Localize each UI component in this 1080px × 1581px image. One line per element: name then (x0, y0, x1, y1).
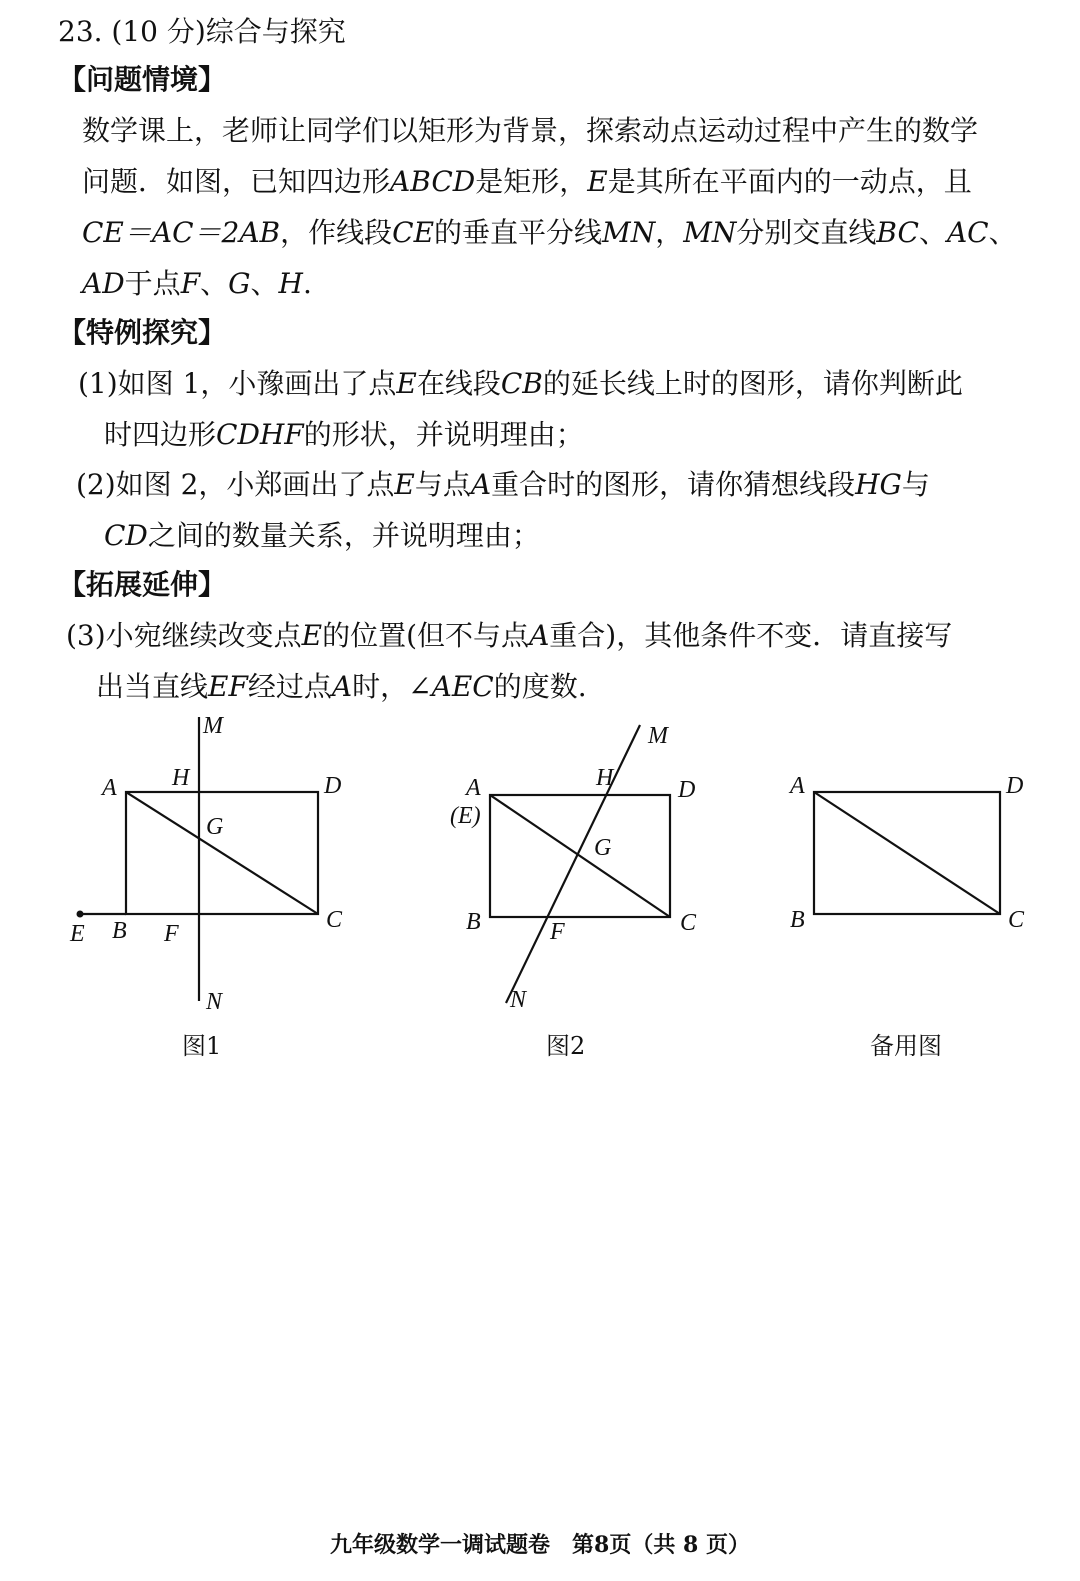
math-cb: CB (500, 367, 543, 400)
label-b: B (466, 909, 481, 935)
q3-text: 时， (352, 670, 409, 703)
figure-2-diagram (440, 705, 710, 1015)
math-ce: CE (392, 216, 435, 249)
math-cdhf: CDHF (216, 418, 304, 451)
label-d: D (678, 777, 696, 803)
figure-1-diagram (60, 705, 360, 1015)
label-a: A (102, 775, 117, 801)
math-a: A (470, 468, 492, 501)
context-line-2 (82, 162, 972, 202)
figure-1-caption: 图1 (182, 1032, 222, 1060)
label-c: C (680, 910, 697, 936)
extend-heading: 【拓展延伸】 (58, 568, 227, 601)
math-e: E (396, 367, 417, 400)
q3-text: 的位置(但不与点 (322, 619, 530, 652)
q3-text: 经过点 (247, 670, 332, 703)
context-text: 、 (918, 216, 947, 249)
q1-text: (1)如图 1，小豫画出了点 (78, 367, 397, 400)
math-equation: CE＝AC＝2AB (82, 216, 281, 249)
problem-title: 23. (10 分)综合与探究 (58, 15, 346, 48)
point-e (77, 911, 84, 918)
math-bc: BC (876, 216, 919, 249)
context-text: 的垂直平分线 (434, 216, 603, 249)
label-a: A (466, 775, 481, 801)
math-ef: EF (208, 670, 248, 703)
q1-text: 在线段 (416, 367, 501, 400)
q3-text: 重合)，其他条件不变．请直接写 (549, 619, 953, 652)
context-text: 、 (988, 216, 1017, 249)
label-h: H (172, 765, 190, 791)
math-mn: MN (602, 216, 656, 249)
math-angle-aec: ∠AEC (408, 670, 494, 703)
label-m: M (203, 713, 223, 739)
context-text: . (302, 267, 312, 300)
diagonal-ac (126, 792, 318, 914)
context-text: 数学课上，老师让同学们以矩形为背景，探索动点运动过程中产生的数学 (82, 114, 979, 147)
figure-2-caption: 图2 (546, 1032, 586, 1060)
context-text: 是矩形， (475, 165, 588, 198)
q2-text: 与 (901, 468, 930, 501)
math-a: A (529, 619, 550, 652)
label-f: F (164, 921, 179, 947)
context-text: ，作线段 (280, 216, 393, 249)
math-e: E (301, 619, 323, 652)
context-text: 问题．如图，已知四边形 (82, 165, 391, 198)
label-d: D (1006, 773, 1024, 799)
q3-text: 的度数. (493, 670, 587, 703)
math-abcd: ABCD (390, 165, 476, 198)
q2-text: 与点 (414, 468, 471, 501)
context-text: 、 (200, 267, 229, 300)
math-ac: AC (946, 216, 989, 249)
label-b: B (112, 918, 127, 944)
math-hg: HG (855, 468, 902, 501)
context-text: ， (655, 216, 684, 249)
label-c: C (326, 907, 343, 933)
q3-text: 出当直线 (96, 670, 209, 703)
math-e: E (587, 165, 608, 198)
q2-text: 重合时的图形，请你猜想线段 (491, 468, 856, 501)
label-e: (E) (450, 803, 481, 829)
math-a: A (331, 670, 353, 703)
math-h: H (278, 267, 303, 300)
q2-line-2 (104, 516, 540, 556)
label-c: C (1008, 907, 1025, 933)
q2-text: 之间的数量关系，并说明理由； (147, 519, 540, 552)
math-e: E (394, 468, 415, 501)
label-d: D (324, 773, 342, 799)
figure-2 (440, 705, 710, 1019)
q3-line-1 (66, 616, 952, 656)
special-heading: 【特例探究】 (58, 316, 227, 349)
diagonal-ac (490, 795, 670, 917)
context-line-3 (82, 213, 1017, 253)
math-cd: CD (104, 519, 148, 552)
context-text: 、 (250, 267, 279, 300)
diagonal-ac (814, 792, 1000, 914)
label-m: M (648, 723, 668, 749)
math-ad: AD (82, 267, 125, 300)
q2-line-1 (76, 465, 930, 505)
label-f: F (550, 919, 565, 945)
label-n: N (510, 987, 527, 1013)
q1-text: 时四边形 (104, 418, 217, 451)
q3-text: (3)小宛继续改变点 (66, 619, 302, 652)
q1-line-1 (78, 364, 963, 404)
q3-line-2 (96, 667, 587, 707)
label-b: B (790, 907, 805, 933)
q1-text: 的形状，并说明理由； (303, 418, 584, 451)
page-footer: 九年级数学一调试题卷 第8页（共 8 页） (330, 1532, 750, 1558)
figure-spare (780, 705, 1040, 959)
q1-text: 的延长线上时的图形，请你判断此 (542, 367, 963, 400)
label-h: H (596, 765, 614, 791)
label-a: A (790, 773, 805, 799)
label-e: E (70, 921, 85, 947)
q2-text: (2)如图 2，小郑画出了点 (76, 468, 395, 501)
label-n: N (206, 989, 223, 1015)
context-line-1 (82, 111, 978, 151)
figure-spare-caption: 备用图 (870, 1032, 942, 1060)
q1-line-2 (104, 415, 584, 455)
line-mn (506, 725, 640, 1003)
context-heading: 【问题情境】 (58, 63, 227, 96)
figure-1 (60, 705, 360, 1019)
context-line-4 (82, 264, 312, 304)
label-g: G (206, 814, 224, 840)
figure-spare-diagram (780, 705, 1040, 955)
label-g: G (594, 835, 612, 861)
context-text: 于点 (124, 267, 181, 300)
context-text: 是其所在平面内的一动点，且 (607, 165, 972, 198)
context-text: 分别交直线 (736, 216, 877, 249)
math-g: G (228, 267, 251, 300)
math-f: F (180, 267, 201, 300)
math-mn: MN (683, 216, 737, 249)
